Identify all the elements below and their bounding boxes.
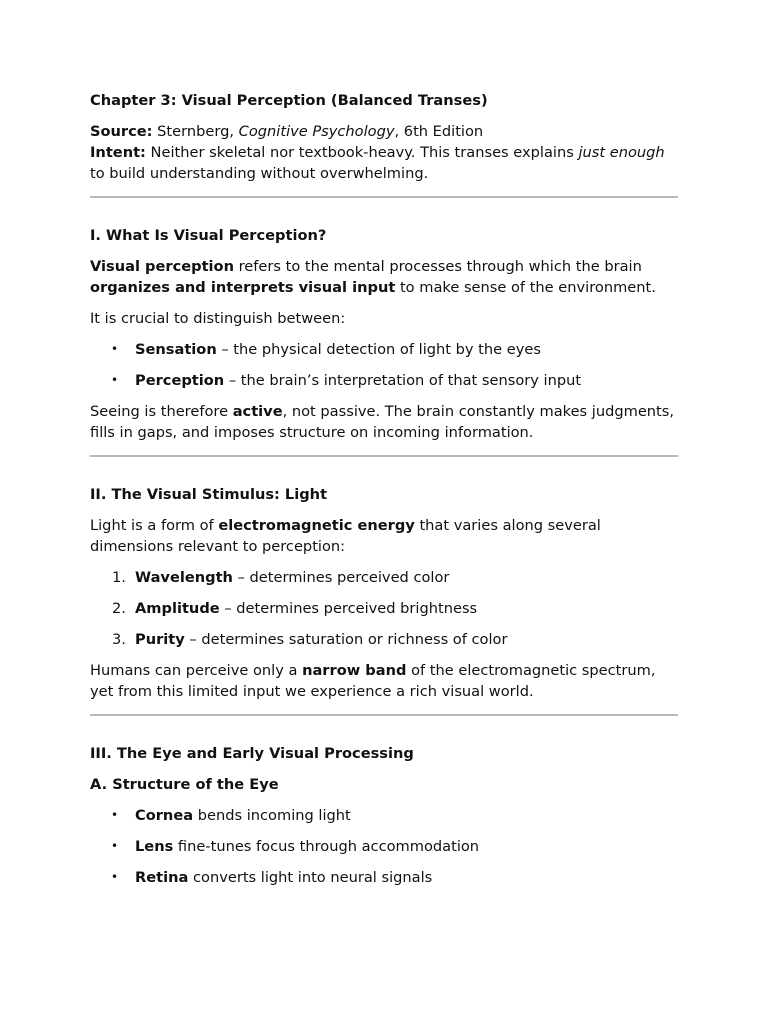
- list-item-text: – determines perceived color: [237, 569, 450, 586]
- list-item: [90, 805, 678, 826]
- intent-line: [90, 142, 678, 184]
- bold-term: Retina: [135, 869, 189, 886]
- bullet-icon: •: [111, 808, 119, 822]
- source-author: Sternberg,: [157, 123, 235, 140]
- section-divider: [90, 714, 678, 716]
- section-divider: [90, 196, 678, 198]
- bold-term: Visual perception: [90, 258, 234, 275]
- source-label: Source:: [90, 123, 153, 140]
- section-heading: I. What Is Visual Perception?: [90, 227, 327, 244]
- subsection-heading: A. Structure of the Eye: [90, 776, 279, 793]
- intent-text-2: to build understanding without overwhelming.: [90, 165, 429, 182]
- intent-text-1: Neither skeletal nor textbook-heavy. This transes explains: [150, 144, 574, 161]
- paragraph: [90, 660, 678, 702]
- list-item: [90, 567, 678, 588]
- section-heading: III. The Eye and Early Visual Processing: [90, 745, 414, 762]
- bold-term: Sensation: [135, 341, 217, 358]
- list-item-text: – determines saturation or richness of color: [189, 631, 508, 648]
- section-visual-stimulus-light: [90, 484, 678, 702]
- bold-term: active: [232, 403, 283, 420]
- paragraph-text: of the electromagnetic spectrum, yet from this limited input we experience a rich visual world.: [90, 662, 656, 700]
- paragraph-text: that varies along several dimensions relevant to perception:: [90, 517, 601, 555]
- section-eye-early-processing: [90, 743, 678, 888]
- bold-term: Perception: [135, 372, 225, 389]
- list-item-text: – determines perceived brightness: [224, 600, 478, 617]
- list-item: [90, 339, 678, 360]
- list-item: [90, 629, 678, 650]
- source-edition: , 6th Edition: [394, 123, 484, 140]
- bold-term: Amplitude: [135, 600, 220, 617]
- list-item-text: fine-tunes focus through accommodation: [177, 838, 480, 855]
- paragraph-text: Humans can perceive only a: [90, 662, 298, 679]
- paragraph: [90, 256, 678, 298]
- bold-term: Cornea: [135, 807, 194, 824]
- list-item: [90, 836, 678, 857]
- bullet-icon: •: [111, 839, 119, 853]
- paragraph: [90, 401, 678, 443]
- section-what-is-visual-perception: [90, 225, 678, 443]
- paragraph-text: , not passive. The brain constantly makes judgments, fills in gaps, and imposes structure on incoming information.: [90, 403, 675, 441]
- section-divider: [90, 455, 678, 457]
- bullet-list: [90, 805, 678, 888]
- paragraph-text: Light is a form of: [90, 517, 214, 534]
- list-number: 3.: [112, 631, 126, 648]
- bold-term: Purity: [135, 631, 185, 648]
- bullet-icon: •: [111, 342, 119, 356]
- bullet-list: [90, 339, 678, 391]
- list-number: 2.: [112, 600, 126, 617]
- list-item: [90, 867, 678, 888]
- list-item: [90, 598, 678, 619]
- paragraph: [90, 515, 678, 557]
- bold-term: electromagnetic energy: [218, 517, 415, 534]
- bold-term: organizes and interprets visual input: [90, 279, 396, 296]
- bullet-icon: •: [111, 373, 119, 387]
- bold-term: Wavelength: [135, 569, 233, 586]
- list-item-text: bends incoming light: [197, 807, 351, 824]
- list-item-text: – the physical detection of light by the eyes: [221, 341, 541, 358]
- document-meta: [90, 121, 678, 184]
- paragraph-text: Seeing is therefore: [90, 403, 229, 420]
- document-page: [90, 90, 678, 898]
- list-item: [90, 370, 678, 391]
- intent-emphasis: just enough: [578, 144, 665, 161]
- paragraph-text: to make sense of the environment.: [399, 279, 656, 296]
- list-number: 1.: [112, 569, 126, 586]
- bold-term: Lens: [135, 838, 174, 855]
- paragraph: It is crucial to distinguish between:: [90, 310, 346, 327]
- source-book: Cognitive Psychology: [238, 123, 395, 140]
- bullet-icon: •: [111, 870, 119, 884]
- chapter-title: Chapter 3: Visual Perception (Balanced Transes): [90, 92, 488, 109]
- list-item-text: converts light into neural signals: [193, 869, 433, 886]
- section-heading: II. The Visual Stimulus: Light: [90, 486, 328, 503]
- numbered-list: [90, 567, 678, 650]
- intent-label: Intent:: [90, 144, 146, 161]
- source-line: [90, 121, 678, 142]
- bold-term: narrow band: [302, 662, 407, 679]
- list-item-text: – the brain’s interpretation of that sensory input: [228, 372, 582, 389]
- paragraph-text: refers to the mental processes through which the brain: [238, 258, 642, 275]
